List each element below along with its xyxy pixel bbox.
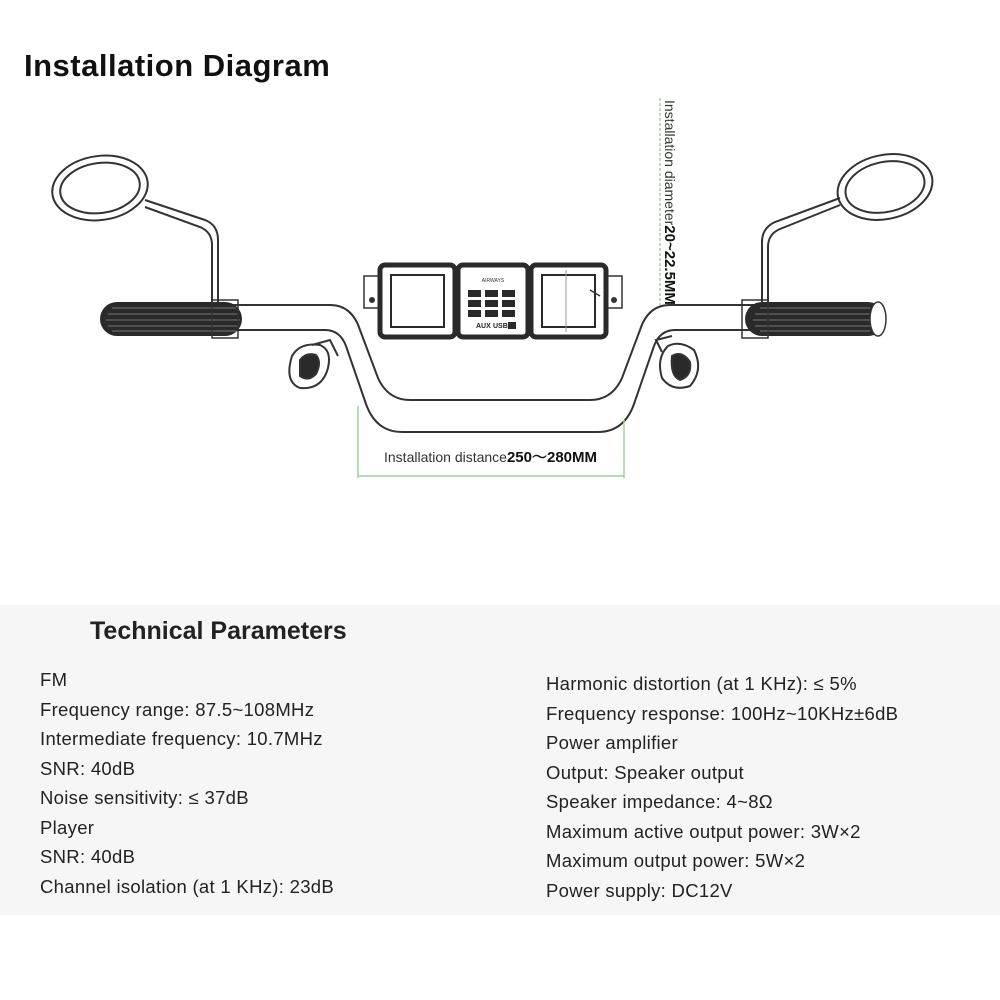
diameter-dimension [660,98,678,305]
param-line: Player [40,816,95,838]
right-mirror [762,146,939,302]
param-line: FM [40,669,68,690]
param-line: Noise sensitivity: ≤ 37dB [40,787,249,808]
param-line: Power amplifier [546,732,678,753]
right-clamp [656,336,698,388]
svg-text:Installation distance250～280MM [384,449,597,466]
installation-diagram [0,90,1000,510]
param-line: Channel isolation (at 1 KHz): 23dB [40,875,335,897]
diameter-value: 20~22.5MM [661,225,678,305]
svg-text:Installation diameter20~22.5MM [661,100,678,305]
radio-device [364,265,622,337]
param-line: Output: Speaker output [546,761,744,783]
page-title: Installation Diagram [24,48,331,83]
parameters-right-column [546,669,898,905]
left-grip [100,300,242,338]
param-line: Frequency response: 100Hz~10KHz±6dB [546,702,899,724]
param-line: Frequency range: 87.5~108MHz [40,698,315,720]
distance-label: Installation distance [384,449,507,465]
parameters-left-column [40,665,334,901]
aux-label: AUX [476,323,491,330]
technical-parameters-panel [0,605,1000,915]
device-brand: AIRWAYS [481,278,505,284]
diameter-label: Installation diameter [662,100,678,226]
distance-value: 250～280MM [506,449,598,466]
param-line: Harmonic distortion (at 1 KHz): ≤ 5% [546,673,857,694]
technical-parameters-title: Technical Parameters [90,617,347,645]
param-line: Maximum output power: 5W×2 [546,850,806,871]
usb-label: USB [493,323,508,330]
param-line: SNR: 40dB [40,757,136,779]
left-mirror [48,150,218,302]
param-line: Intermediate frequency: 10.7MHz [40,728,323,749]
param-line: SNR: 40dB [40,846,136,867]
distance-dimension [358,406,624,478]
right-grip [742,300,886,338]
param-line: Power supply: DC12V [546,879,733,901]
param-line: Speaker impedance: 4~8Ω [546,791,773,812]
param-line: Maximum active output power: 3W×2 [546,820,861,842]
left-clamp [289,340,338,388]
